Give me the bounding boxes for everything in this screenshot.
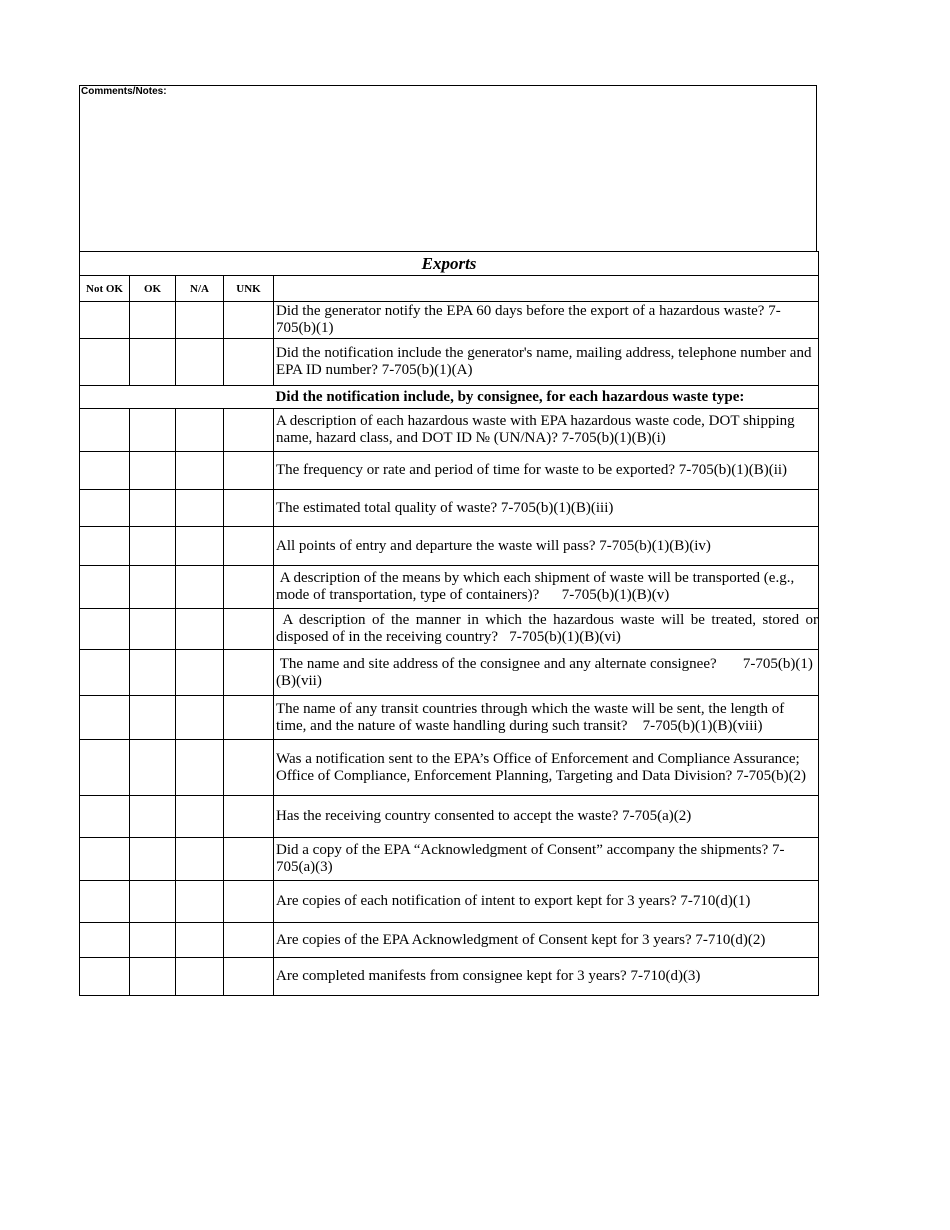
ok-checkbox[interactable] [130,339,176,386]
na-checkbox[interactable] [176,923,224,958]
column-header-question [274,276,819,302]
question-row [80,838,819,881]
unk-checkbox[interactable] [224,838,274,881]
question-row [80,609,819,650]
ok-checkbox[interactable] [130,958,176,996]
ok-checkbox[interactable] [130,490,176,527]
question-text: Was a notification sent to the EPA’s Office of Enforcement and Compliance Assurance; Office of Compliance, Enforcement Planning, Targeting and Data Division? 7-705(b)(2) [274,740,819,796]
not-ok-checkbox[interactable] [80,302,130,339]
subheading-text: Did the notification include, by consignee, for each hazardous waste type: [274,386,819,409]
question-text: Are completed manifests from consignee kept for 3 years? 7-710(d)(3) [274,958,819,996]
ok-checkbox[interactable] [130,650,176,696]
column-header-row [80,276,819,302]
question-row [80,650,819,696]
question-text: A description of the means by which each shipment of waste will be transported (e.g., mode of transportation, type of containers)? 7-705(b)(1)(B)(v) [274,566,819,609]
na-checkbox[interactable] [176,696,224,740]
na-checkbox[interactable] [176,881,224,923]
not-ok-checkbox[interactable] [80,339,130,386]
na-checkbox[interactable] [176,302,224,339]
na-checkbox[interactable] [176,490,224,527]
na-checkbox[interactable] [176,609,224,650]
question-row [80,302,819,339]
na-checkbox[interactable] [176,527,224,566]
question-text: Are copies of the EPA Acknowledgment of Consent kept for 3 years? 7-710(d)(2) [274,923,819,958]
not-ok-checkbox[interactable] [80,609,130,650]
na-checkbox[interactable] [176,796,224,838]
subheading-row [80,386,819,409]
not-ok-checkbox[interactable] [80,527,130,566]
na-checkbox[interactable] [176,452,224,490]
question-row [80,452,819,490]
unk-checkbox[interactable] [224,958,274,996]
column-header-ok: OK [130,276,176,302]
question-row [80,696,819,740]
unk-checkbox[interactable] [224,923,274,958]
question-text: Are copies of each notification of intent to export kept for 3 years? 7-710(d)(1) [274,881,819,923]
not-ok-checkbox[interactable] [80,566,130,609]
question-text: A description of each hazardous waste with EPA hazardous waste code, DOT shipping name, hazard class, and DOT ID № (UN/NA)? 7-705(b)(1)(B)(i) [274,409,819,452]
ok-checkbox[interactable] [130,452,176,490]
unk-checkbox[interactable] [224,609,274,650]
comments-notes-box[interactable] [79,85,817,252]
title-row [80,252,819,276]
comments-notes-label: Comments/Notes: [81,86,167,97]
unk-checkbox[interactable] [224,566,274,609]
question-text: Has the receiving country consented to accept the waste? 7-705(a)(2) [274,796,819,838]
question-text: The name and site address of the consignee and any alternate consignee? 7-705(b)(1)(B)(vii) [274,650,819,696]
ok-checkbox[interactable] [130,796,176,838]
unk-checkbox[interactable] [224,527,274,566]
unk-checkbox[interactable] [224,650,274,696]
question-text: Did the notification include the generator's name, mailing address, telephone number and EPA ID number? 7-705(b)(1)(A) [274,339,819,386]
not-ok-checkbox[interactable] [80,490,130,527]
unk-checkbox[interactable] [224,796,274,838]
not-ok-checkbox[interactable] [80,650,130,696]
na-checkbox[interactable] [176,740,224,796]
question-row [80,923,819,958]
na-checkbox[interactable] [176,958,224,996]
ok-checkbox[interactable] [130,566,176,609]
ok-checkbox[interactable] [130,409,176,452]
unk-checkbox[interactable] [224,339,274,386]
na-checkbox[interactable] [176,339,224,386]
question-text: The estimated total quality of waste? 7-705(b)(1)(B)(iii) [274,490,819,527]
ok-checkbox[interactable] [130,527,176,566]
question-row [80,958,819,996]
exports-checklist-table [79,251,822,996]
unk-checkbox[interactable] [224,696,274,740]
question-text: The name of any transit countries through which the waste will be sent, the length of time, and the nature of waste handling during such transit? 7-705(b)(1)(B)(viii) [274,696,819,740]
ok-checkbox[interactable] [130,609,176,650]
unk-checkbox[interactable] [224,490,274,527]
not-ok-checkbox[interactable] [80,796,130,838]
ok-checkbox[interactable] [130,923,176,958]
column-header-unk: UNK [224,276,274,302]
na-checkbox[interactable] [176,409,224,452]
question-row [80,527,819,566]
question-row [80,740,819,796]
not-ok-checkbox[interactable] [80,740,130,796]
not-ok-checkbox[interactable] [80,881,130,923]
question-text: Did the generator notify the EPA 60 days before the export of a hazardous waste? 7-705(b)(1) [274,302,819,339]
question-row [80,796,819,838]
question-row [80,409,819,452]
not-ok-checkbox[interactable] [80,409,130,452]
question-row [80,490,819,527]
section-title: Exports [80,252,819,276]
unk-checkbox[interactable] [224,740,274,796]
subheading-spacer [80,386,274,409]
question-text: Did a copy of the EPA “Acknowledgment of Consent” accompany the shipments? 7-705(a)(3) [274,838,819,881]
unk-checkbox[interactable] [224,302,274,339]
ok-checkbox[interactable] [130,881,176,923]
na-checkbox[interactable] [176,650,224,696]
question-text: A description of the manner in which the hazardous waste will be treated, stored or disposed of in the receiving country? 7-705(b)(1)(B)(vi) [274,609,819,650]
column-header-na: N/A [176,276,224,302]
not-ok-checkbox[interactable] [80,452,130,490]
question-row [80,339,819,386]
column-header-not-ok: Not OK [80,276,130,302]
ok-checkbox[interactable] [130,740,176,796]
not-ok-checkbox[interactable] [80,838,130,881]
not-ok-checkbox[interactable] [80,923,130,958]
question-row [80,566,819,609]
unk-checkbox[interactable] [224,881,274,923]
question-text: All points of entry and departure the waste will pass? 7-705(b)(1)(B)(iv) [274,527,819,566]
question-text: The frequency or rate and period of time for waste to be exported? 7-705(b)(1)(B)(ii) [274,452,819,490]
na-checkbox[interactable] [176,566,224,609]
question-row [80,881,819,923]
ok-checkbox[interactable] [130,696,176,740]
ok-checkbox[interactable] [130,838,176,881]
unk-checkbox[interactable] [224,452,274,490]
unk-checkbox[interactable] [224,409,274,452]
not-ok-checkbox[interactable] [80,958,130,996]
not-ok-checkbox[interactable] [80,696,130,740]
ok-checkbox[interactable] [130,302,176,339]
na-checkbox[interactable] [176,838,224,881]
